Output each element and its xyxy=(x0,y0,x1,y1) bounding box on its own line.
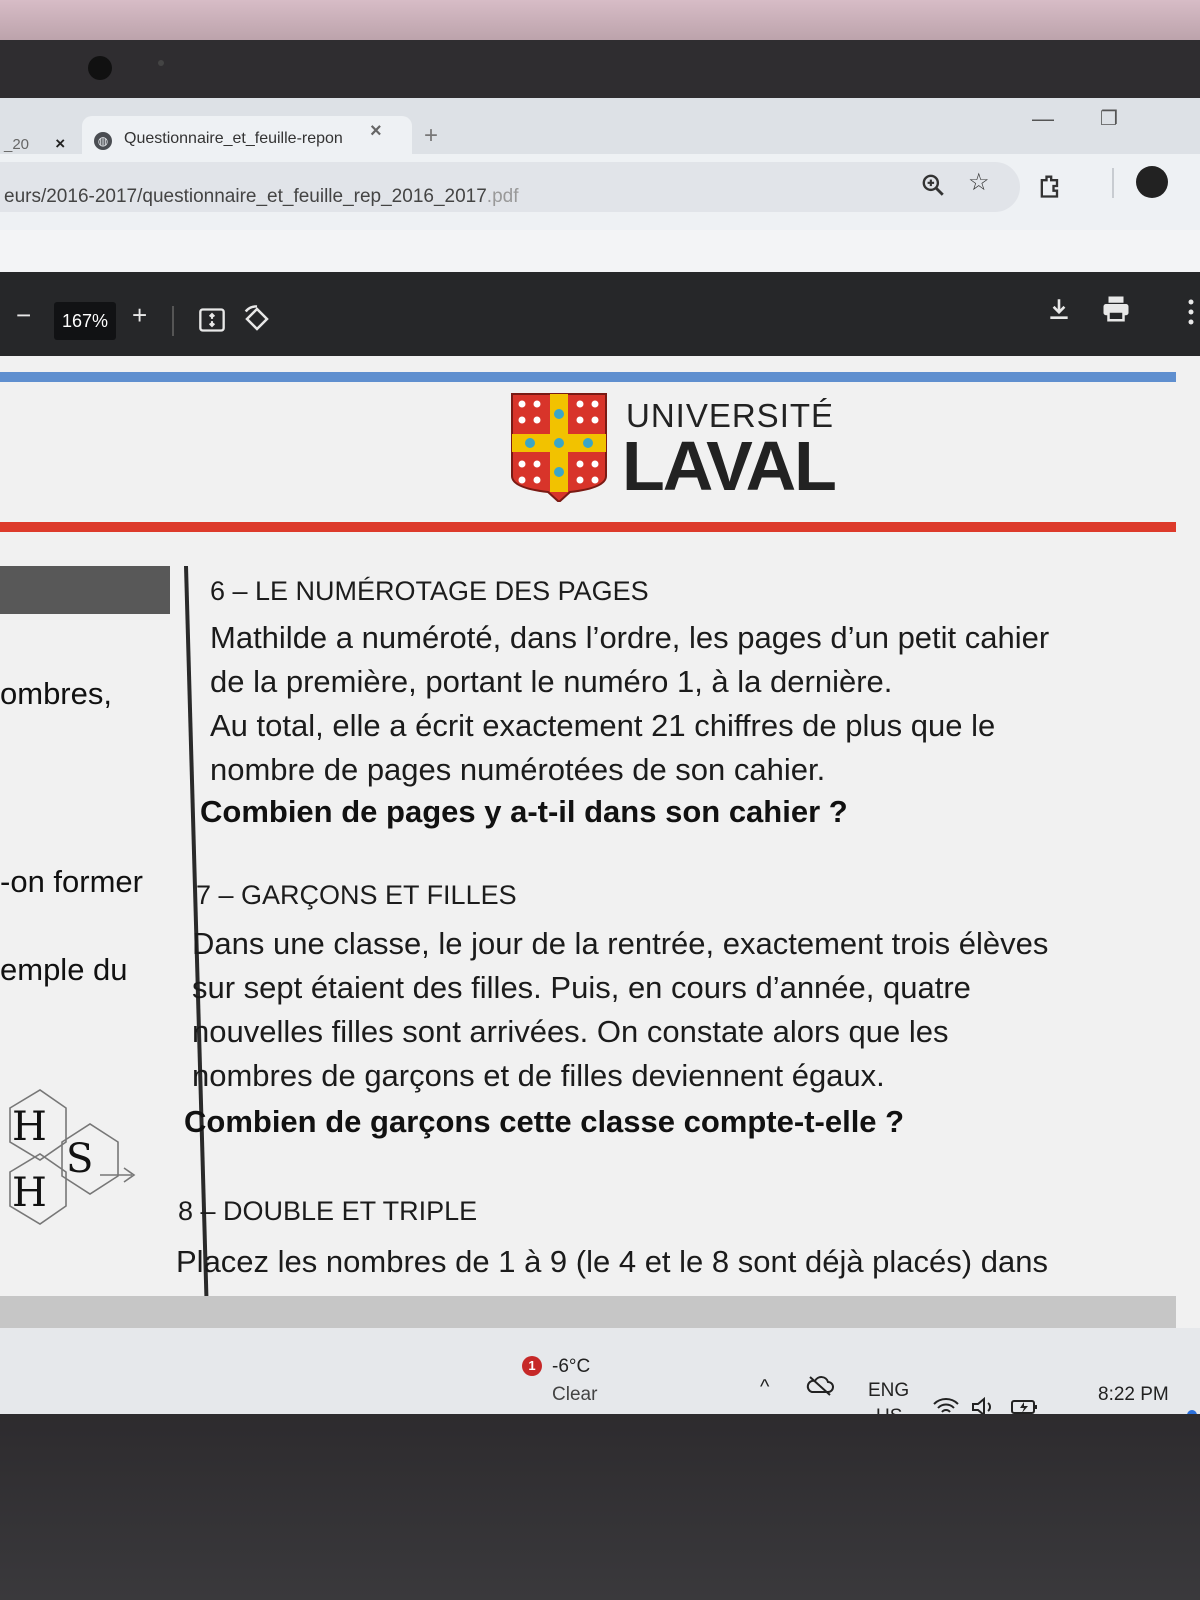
laval-shield-logo xyxy=(510,392,608,502)
question-6-question: Combien de pages y a-t-il dans son cahier ? xyxy=(200,794,848,829)
webcam xyxy=(88,56,112,80)
text-line: sur sept étaient des filles. Puis, en cours d’année, quatre xyxy=(192,970,971,1005)
question-6-heading: 6 – LE NUMÉROTAGE DES PAGES xyxy=(210,576,649,606)
university-label: UNIVERSITÉ xyxy=(626,397,835,434)
left-column-fragment: -on former xyxy=(0,864,143,899)
bookmarks-area xyxy=(0,230,1200,272)
extensions-icon[interactable] xyxy=(1036,172,1064,207)
print-icon[interactable] xyxy=(1100,294,1132,329)
clock-time[interactable]: 8:22 PM xyxy=(1098,1384,1169,1405)
molecule-diagram xyxy=(0,1080,140,1250)
hex-letter-middle: S xyxy=(66,1136,94,1182)
new-tab-button[interactable]: + xyxy=(424,122,439,149)
left-column-heading-bar xyxy=(0,566,170,614)
onedrive-icon[interactable] xyxy=(806,1374,834,1404)
question-8-heading: 8 – DOUBLE ET TRIPLE xyxy=(178,1196,478,1226)
previous-tab-close-icon[interactable]: × xyxy=(55,134,66,153)
weather-temperature[interactable]: -6°C xyxy=(552,1356,591,1377)
minimize-button[interactable]: — xyxy=(1032,106,1054,131)
left-column-fragment: emple du xyxy=(0,952,128,987)
hex-letter-top: H xyxy=(12,1104,47,1150)
zoom-in-button[interactable]: + xyxy=(132,300,148,330)
download-icon[interactable] xyxy=(1046,296,1072,327)
previous-tab-title: _20 xyxy=(4,136,30,153)
question-7-heading: 7 – GARÇONS ET FILLES xyxy=(196,880,517,910)
zoom-level[interactable]: 167% xyxy=(54,302,116,340)
star-icon[interactable]: ☆ xyxy=(968,169,990,196)
language-top[interactable]: ENG xyxy=(868,1380,910,1401)
profile-avatar[interactable] xyxy=(1136,166,1168,198)
text-line: nouvelles filles sont arrivées. On constate alors que les xyxy=(192,1014,949,1049)
text-line: nombre de pages numérotées de son cahier. xyxy=(210,752,826,787)
toolbar-divider xyxy=(1112,168,1114,198)
weather-badge: 1 xyxy=(522,1356,542,1376)
more-icon[interactable] xyxy=(1188,298,1194,331)
text-line: Mathilde a numéroté, dans l’ordre, les pages d’un petit cahier xyxy=(210,620,1050,655)
pdf-toolbar xyxy=(0,272,1200,356)
question-7-question: Combien de garçons cette classe compte-t-elle ? xyxy=(184,1104,905,1139)
text-line: Dans une classe, le jour de la rentrée, exactement trois élèves xyxy=(192,926,1049,961)
text-line: de la première, portant le numéro 1, à la dernière. xyxy=(210,664,893,699)
zoom-icon[interactable] xyxy=(920,172,946,205)
question-7-text xyxy=(192,922,1157,1098)
pdf-horizontal-scrollbar[interactable] xyxy=(0,1296,1176,1328)
question-6-text xyxy=(210,616,1175,792)
left-column-fragment: ombres, xyxy=(0,676,112,711)
header-blue-rule xyxy=(0,372,1176,382)
university-name: LAVAL xyxy=(622,427,835,505)
text-line: nombres de garçons et de filles deviennent égaux. xyxy=(192,1058,885,1093)
toolbar-separator xyxy=(172,306,174,336)
active-tab-close-icon[interactable]: × xyxy=(370,120,382,142)
rotate-icon[interactable] xyxy=(242,304,272,339)
weather-condition[interactable]: Clear xyxy=(552,1384,598,1405)
text-line: Au total, elle a écrit exactement 21 chiffres de plus que le xyxy=(210,708,996,743)
hex-letter-bottom: H xyxy=(12,1170,47,1216)
url-extension: .pdf xyxy=(486,186,519,207)
laptop-lower-bezel xyxy=(0,1414,1200,1600)
active-tab-title: Questionnaire_et_feuille-repon xyxy=(124,130,343,147)
text-line: Placez les nombres de 1 à 9 (le 4 et le 8 sont déjà placés) dans xyxy=(176,1244,1048,1279)
url-text[interactable] xyxy=(4,186,519,208)
header-red-rule xyxy=(0,522,1176,532)
url-path: eurs/2016-2017/questionnaire_et_feuille_rep_2016_2017 xyxy=(4,186,487,207)
question-8-text xyxy=(176,1240,1141,1284)
restore-button[interactable]: ❐ xyxy=(1100,108,1118,130)
camera-sensor xyxy=(158,60,164,66)
show-hidden-icons-chevron[interactable]: ^ xyxy=(760,1376,770,1398)
zoom-out-button[interactable]: − xyxy=(16,300,32,330)
fit-page-icon[interactable] xyxy=(198,306,226,339)
globe-icon: ◍ xyxy=(94,132,112,150)
previous-tab[interactable] xyxy=(4,134,65,154)
